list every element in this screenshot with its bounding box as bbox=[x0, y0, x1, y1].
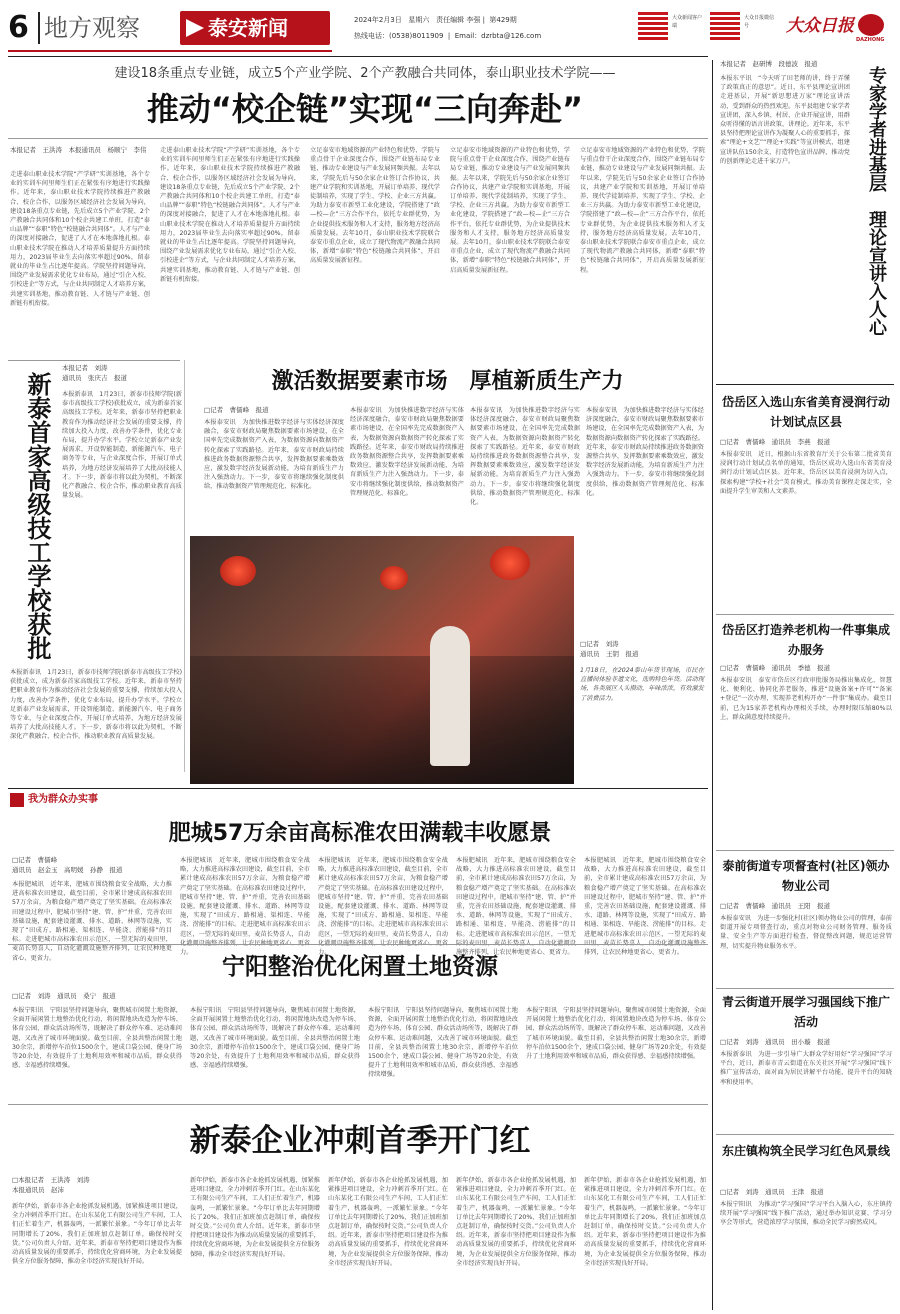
bottom-body-col3: 新年伊始，新泰市各企业抢抓发展机遇，加紧推进项目建设，全力冲刺首季开门红。在山东某化工有限公司生产车间，工人们正忙着生产，机器轰鸣，一派繁忙景象。“今年订单比去年同期增长了20%，我们正加班加点赶制订单，确保按时交货。”公司负责人介绍。近年来，新泰市坚持把项目建设作为推动高质量发展的重要抓手，持续优化营商环境，为企业发展提供全方位服务保障，推动全市经济实现良好开局。 bbox=[328, 1177, 448, 1267]
right-item4-body: 本报新泰讯 为进一步引导广大群众学好用好“学习强国”学习平台，近日，新泰市青云街道在东关社区开展“学习强国”线下推广宣传活动，面对面为居民讲解平台功能，提升平台的知晓率和使用率。 bbox=[720, 1051, 892, 1086]
crowd-silhouette bbox=[190, 656, 574, 784]
lead-body-col2: 走进泰山职业技术学院“产学研”实训基地，各个专业的实训车间里师生们正在紧张有序地进行实践操作。近年来，泰山职业技术学院持续推进产教融合、校企合作，以服务区域经济社会发展为导向，建设18条重点专业链，先后成立5个产业学院、2个产教融合共同体和10个校企共建工单班，打造“泰山品牌”“泰职”特色“校链融合共同体”。人才与产业的深度对接融合，促进了人才在本地落地扎根。泰山职业技术学院在推动人才培养质量提升方面持续用力，2023届毕业生去向落实率超过90%，留泰就业的毕业生占比逐年提高。学院坚持问题导向，围绕产业发展需求优化专业布局，通过“引企入校、引校进企”等方式，与企业共同制定人才培养方案，共建实训基地，推动教育链、人才链与产业链、创新链有机衔接。 bbox=[160, 147, 300, 283]
farm-body-col3: 本报肥城讯 近年来，肥城市围绕粮食安全战略，大力推进高标准农田建设，截至目前，全市累计建成高标准农田57万余亩，为粮食稳产增产奠定了坚实基础。在高标准农田建设过程中，肥城市坚持“建、管、护”并重，完善农田基础设施，配套建设灌溉、排水、道路、林网等设施，实现了“田成方、路相通、渠相连、旱能浇、涝能排”的目标。走进肥城市高标准农田示范区，一望无际的麦田里，麦苗长势喜人，自动 力。 bbox=[318, 857, 448, 957]
lead-byline: 本报记者 王洪涛 本报通讯员 杨顺宁 李伟 bbox=[10, 146, 147, 154]
masthead: 6 地方观察 泰安新闻 2024年2月3日 星期六 责任编辑 李强 | 第429期 热线电话：(0538)8011909 | Email：dzrbta@126.com 大众新闻客户端 大众日报微信号 大众日报 DAZHONG bbox=[8, 8, 892, 54]
banner-flag-icon bbox=[10, 793, 24, 807]
bottom-body-col4: 新年伊始，新泰市各企业抢抓发展机遇，加紧推进项目建设，全力冲刺首季开门红。在山东某化工有限公司生产车间，工人们正忙着生产，机器轰鸣，一派繁忙景象。“今年订单比去年同期增长了20%，我们正加班加点赶制订单，确保按时交货。”公司负责人介绍。近年来，新泰市坚持把项目建设作为推动高质量发展的重要抓手，持续优化营商环境，为企业发展提供全方位服务保障，推动全市经济实现良好开局。 bbox=[456, 1177, 576, 1267]
bottom-headline: 新泰企业冲刺首季开门红 bbox=[189, 1123, 531, 1159]
newspaper-logo: 大众日报 DAZHONG bbox=[786, 16, 885, 43]
new-year-festival-photo bbox=[190, 536, 574, 784]
data-headline: 激活数据要素市场 厚植新质生产力 bbox=[271, 369, 624, 394]
land-byline: □记者 刘涛 通讯员 桑宁 报道 bbox=[12, 992, 116, 1000]
farm-byline: □记者 曹儒峰 通讯员 赵金玉 高明媛 孙静 报道 bbox=[12, 856, 123, 874]
right-item1-headline: 岱岳区入选山东省美育浸润行动计划试点区县 bbox=[721, 395, 890, 429]
col1-body-b: 本报新泰讯 1月23日，新泰市技师学院(新泰市高级技工学校)获批成立，成为新泰首家高级技工学校。近年来，新泰市坚持把职业教育作为推动经济社会发展的重要支撑，持续加大投入力度，改善办学条件，优化专业布局，提升办学水平。学校立足新泰产业发展需求，开设智能制造、新能源汽车、电子商务等专业，与企业深度合作，开展订单式培养，为地方经济发展培养了大批高技能人才。下一步，新泰市将以此为契机，不断深化产教融合、校企合作，推动职业教育高质量发展。 bbox=[10, 669, 182, 741]
lantern-icon bbox=[380, 566, 408, 590]
lead-body-col4: 立足泰安市地域资源的产业特色和优势，学院与重点骨干企业深度合作，围绕产业链布局专业链，推动专业建设与产业发展同频共振。去年以来，学院先后与50余家企业签订合作协议，共建产业学院和实训基地，开展订单培养、现代学徒制培养，实现了学生、学校、企业三方共赢。为助力泰安市新型工业化建设，学院搭建了“政—校—企”三方合作平台，依托专业群优势，为企业提供技术服务和人才支持，服务地方经济高质量发展。去年10月，泰山职业技术学院联合泰安市重点企业，成立了现代物流产教融合共同体，新增“泰职”特色“校链融合共同体”，开启高质量发展新征程。 bbox=[450, 147, 570, 274]
data-byline: □记者 曹儒峰 报道 bbox=[204, 406, 269, 414]
right-item1-body: 本报泰安讯 近日，根据山东省教育厅关于公布第二批省美育浸润行动计划试点名单的通知，岱岳区成功入选山东省美育浸润行动计划试点区县。近年来，岱岳区以美育浸润为切入点，探索构建“学校+社会”美育模式，推动美育课程走深走实，全面提升学生审美和人文素养。 bbox=[720, 451, 892, 495]
photo-byline: □记者 刘涛 通讯员 王钥 报道 bbox=[580, 640, 639, 658]
farm-body-col1: 本报肥城讯 近年来，肥城市围绕粮食安全战略，大力推进高标准农田建设，截至目前，全市累计建成高标准农田57万余亩，为粮食稳产增产奠定了坚实基础。在高标准农田建设过程中，肥城市坚持“建、管、护”并重，完善农田基础设施，配套建设灌溉、排水、道路、林网等设施，实现了“田成方、路相通、渠相连、旱能浇、涝能排”的目标。走进肥城市高标准农田示范区，一望无际的麦田里，麦苗长势喜人，自动化灌溉设施整齐排列，让农民种地更省心、更省力。 bbox=[12, 881, 172, 962]
bottom-body-col5: 新年伊始，新泰市各企业抢抓发展机遇，加紧推进项目建设，全力冲刺首季开门红。在山东某化工有限公司生产车间，工人们正忙着生产，机器轰鸣，一派繁忙景象。“今年订单比去年同期增长了20%，我们正加班加点赶制订单，确保按时交货。”公司负责人介绍。近年来，新泰市坚持把项目建设作为推动高质量发展的重要抓手，持续优化营商环境，为企业发展提供全方位服务保障，推动全市经济实现良好开局。 bbox=[584, 1177, 706, 1267]
subsection-tag: 泰安新闻 bbox=[180, 11, 330, 45]
qr1-label: 大众新闻客户端 bbox=[672, 15, 703, 29]
farm-body-col4: 本报肥城讯 近年来，肥城市围绕粮食安全战略，大力推进高标准农田建设，截至目前，全市累计建成高标准农田57万余亩，为粮食稳产增产奠定了坚实基础。在高标准农田建设过程中，肥城市坚持“建、管、护”并重，完善农田基础设施，配套建设灌溉、排水、道路、林网等设施，实现了“田成方、路相通、渠相连、旱能浇、涝能排”的目标。走进肥城市高标准农田示范区，一望无 施整齐排列，让农民种地更省心、更省力。 bbox=[456, 857, 576, 957]
tag-chevron-icon bbox=[186, 19, 204, 37]
lead-headline: 推动“校企链”实现“三向奔赴” bbox=[146, 90, 584, 128]
email: Email：dzrbta@126.com bbox=[454, 32, 542, 40]
bottom-body-col1: 新年伊始，新泰市各企业抢抓发展机遇，加紧推进项目建设，全力冲刺首季开门红。在山东某化工有限公司生产车间，工人们正忙着生产，机器轰鸣，一派繁忙景象。“今年订单比去年同期增长了20%，我们正加班加点赶制订单，确保按时交货。”公司负责人介绍。近年来，新泰市坚持把项目建设作为推动高质量发展的重要抓手，持续优化营商环境，为企业发展提供全方位服务保障，推动全市经济实现良好开局。 bbox=[12, 1203, 182, 1266]
land-body-col2: 本报宁阳讯 宁阳县坚持问题导向，聚焦城市闲置土地资源，全面开展闲置土地整治优化行动，将闲置地块改造为停车场、体育公园、群众活动场所等，既解决了群众停车难、运动难问题，又改善了城市环境面貌。截至目前，全县共整治闲置土地30余宗，新增停车泊位1500余个，建成口袋公园、健身广场等20余处，有效提升了土地利用效率和城市品质，群众获得感、幸福感持续增强。 bbox=[190, 1007, 360, 1070]
right-item5-headline: 东庄镇构筑全民学习红色风景线 bbox=[721, 1144, 890, 1158]
farm-headline: 肥城57万余亩高标准农田满载丰收愿景 bbox=[168, 821, 552, 846]
qr-code-news-app bbox=[638, 10, 668, 40]
lantern-icon bbox=[490, 546, 530, 580]
right-item3-body: 本报泰安讯 为进一步强化村(社区)领办物业公司的管理，泰前街道开展专项督查行动，重点对物业公司财务管理、服务质量、安全生产等方面进行检查，督促整改问题，规范运营管理，切实提升物业服务水平。 bbox=[720, 915, 892, 950]
qr2-label: 大众日报微信号 bbox=[744, 15, 775, 29]
right-item1-byline: □记者 曹儒峰 通讯员 李燕 报道 bbox=[720, 438, 831, 446]
issue-weekday: 星期六 bbox=[408, 16, 430, 24]
land-body-col3: 本报宁阳讯 宁阳县坚持问题导向，聚焦城市闲置土地资源，全面开展闲置土地整治优化行动，将闲置地块改造为停车场、体育公园、群众活动场所等，既解决了群众停车难、运动难问题，又改善了城市环境面貌。截至目前，全县共整治闲置土地30余宗，新增停车泊位1500余个，建成口袋公园、健身广场等20余处，有效提升了土地利用效率和城市品质，群众获得感、幸福感持续增强。 bbox=[368, 1007, 518, 1079]
lead-body-col1: 走进泰山职业技术学院“产学研”实训基地，各个专业的实训车间里师生们正在紧张有序地进行实践操作。近年来，泰山职业技术学院持续推进产教融合、校企合作，以服务区域经济社会发展为导向，建设18条重点专业链，先后成立5个产业学院、2个产教融合共同体和10个校企共建工单班，打造“泰山品牌”“泰职”特色“校链融合共同体”。人才与产业的深度对接融合，促进了人才在本地落地扎根。泰山职业技术学院在推动人才培养质量提升方面持续用力，2023届毕业生去向落实率超过90%，留泰就业的毕业生占比逐年提高。学院坚持问题导向，围绕产业发展需求优化专业布局，通过“引企入校、引校进企”等方式，与企业共同制定人才培养方案，共建实训基地，推动教育链、人才链与产业链、创新链有机衔接。 bbox=[10, 171, 150, 307]
qr-code-wechat bbox=[710, 10, 740, 40]
right-item4-byline: □记者 刘涛 通讯员 田小璇 报道 bbox=[720, 1038, 831, 1046]
farm-body-col2: 本报肥城讯 近年来，肥城市围绕粮食安全战略，大力推进高标准农田建设，截至目前，全市累计建成高标准农田57万余亩，为粮食稳产增产奠定了坚实基础。在高标准农田建设过程中，肥城市坚持“建、管、护”并重，完善农田基础设施，配套建设灌溉、排水、道路、林网等设施，实现了“田成方、路相通、渠相连、旱能浇、涝能排”的目标。走进肥城市高标准农田示范区，一望无际的麦田里，麦苗长势喜人，自动 力。 bbox=[180, 857, 310, 957]
right-item2-body: 本报泰安讯 泰安市岱岳区行政审批服务局推出集成化、智慧化、便利化、协同化养老服务，推进“设施备案+许可”“备案+登记”一次办理，实现养老机构开办“一件事”集成办。截至目前，已为15家养老机构办理相关手续，办理时限压缩80%以上，群众满意度持续提升。 bbox=[720, 677, 892, 721]
col1-headline: 新泰首家高级技工学校获批 bbox=[23, 372, 51, 660]
lantern-icon bbox=[220, 556, 256, 586]
page-number: 6 bbox=[8, 10, 29, 45]
side-top-body: 本报东平讯 “今天听了田老师的讲，终于弄懂了政策真正的意思”。近日，东平县理论宣讲团走进基层，开展“新思想进万家”理论宣讲活动，受到群众的热烈欢迎。东平县组建专家学者宣讲团，深入乡镇、村居、企业开展宣讲，用群众听得懂的语言讲政策、讲理论。近年来，东平县坚持把理论宣讲作为凝聚人心的重要抓手，探索“理论+文艺”“理论+实践”等宣讲模式，组建宣讲队伍150余支，打造特色宣讲品牌，推动党的创新理论走进千家万户。 bbox=[720, 75, 850, 165]
editor-name: 李强 bbox=[466, 16, 481, 24]
right-item5-byline: □记者 刘涛 通讯员 王津 报道 bbox=[720, 1188, 824, 1196]
side-top-byline: 本报记者 赵研博 段德波 报道 bbox=[720, 60, 818, 68]
data-body-col1: 本报泰安讯 为加快推进数字经济与实体经济深度融合，泰安市财政局聚焦数据要素市场建设，在全国率先完成数据资产入表，为数据资源向数据资产转化探索了实践路径。近年来，泰安市财政局持续推进政务数据资源整合共享，发挥数据要素乘数效应，激发数字经济发展新动能，为培育新质生产力注入强劲动力。下一步，泰安市将继续强化制度供给，推动数据资产管理规范化、标准化。 bbox=[204, 419, 344, 491]
issue-number: 第429期 bbox=[489, 16, 517, 24]
bottom-byline: □本报记者 王洪涛 刘涛 本报通讯员 赵沛 bbox=[12, 1176, 90, 1194]
col1-body-a: 本报新泰讯 1月23日，新泰市技师学院(新泰市高级技工学校)获批成立，成为新泰首家高级技工学校。近年来，新泰市坚持把职业教育作为推动经济社会发展的重要支撑，持续加大投入力度，改善办学条件，优化专业布局，提升办学水平。学校立足新泰产业发展需求，开设智能制造、新能源汽车、电子商务等专业，与企业深度合作，开展订单式培养，为地方经济发展培养了大批高技能人才。下一步，新泰市将以此为契机，不断深化产教融合、校企合作，推动职业教育高质量发展。 bbox=[62, 391, 182, 500]
data-body-col4: 本报泰安讯 为加快推进数字经济与实体经济深度融合，泰安市财政局聚焦数据要素市场建设，在全国率先完成数据资产入表，为数据资源向数据资产转化探索了实践路径。近年来，泰安市财政局持续推进政务数据资源整合共享，发挥数据要素乘数效应，激发数字经济发展新动能，为培育新质生产力注入强劲动力。下一步，泰安市将继续强化制度供给，推动数据资产管理规范化、标准化。 bbox=[586, 407, 704, 497]
section-name: 地方观察 bbox=[44, 14, 140, 42]
data-body-col3: 本报泰安讯 为加快推进数字经济与实体经济深度融合，泰安市财政局聚焦数据要素市场建设，在全国率先完成数据资产入表，为数据资源向数据资产转化探索了实践路径。近年来，泰安市财政局持续推进政务数据资源整合共享，发挥数据要素乘数效应，激发数字经济发展新动能，为培育新质生产力注入强劲动力。下一步，泰安市将继续强化制度供给，推动数据资产管理规范化、标准化。 bbox=[470, 407, 580, 507]
land-body-col4: 本报宁阳讯 宁阳县坚持问题导向，聚焦城市闲置土地资源，全面开展闲置土地整治优化行动，将闲置地块改造为停车场、体育公园、群众活动场所等，既解决了群众停车难、运动难问题，又改善了城市环境面貌。截至目前，全县共整治闲置土地30余宗，新增停车泊位1500余个，建成口袋公园、健身广场等20余处，有效提升了土地利用效率和城市品质，群众获得感、幸福感持续增强。 bbox=[526, 1007, 706, 1061]
data-body-col2: 本报泰安讯 为加快推进数字经济与实体经济深度融合，泰安市财政局聚焦数据要素市场建设，在全国率先完成数据资产入表，为数据资源向数据资产转化探索了实践路径。近年来，泰安市财政局持续推进政务数据资源整合共享，发挥数据要素乘数效应，激发数字经济发展新动能，为培育新质生产力注入强劲动力。下一步，泰安市将继续强化制度供给，推动数据资产管理规范化、标准化。 bbox=[350, 407, 464, 497]
performer-figure bbox=[430, 626, 470, 766]
editor-label: 责任编辑 bbox=[436, 16, 465, 24]
right-item4-headline: 青云街道开展学习强国线下推广活动 bbox=[721, 995, 890, 1029]
lead-body-col5: 立足泰安市地域资源的产业特色和优势，学院与重点骨干企业深度合作，围绕产业链布局专业链，推动专业建设与产业发展同频共振。去年以来，学院先后与50余家企业签订合作协议，共建产业学院和实训基地，开展订单培养、现代学徒制培养，实现了学生、学校、企业三方共赢。为助力泰安市新型工业化建设，学院搭建了“政—校—企”三方合作平台，依托专业群优势，为企业提供技术服务和人才支持，服务地方经济高质量发展。去年10月，泰山职业技术学院联合泰安市重点企业，成立了现代物流产教融合共同体，新增“泰职”特色“校链融合共同体”，开启高质量发展新征程。 bbox=[580, 147, 705, 274]
service-banner: 我为群众办实事 bbox=[10, 792, 130, 808]
right-item2-byline: □记者 曹儒峰 通讯员 季德 报道 bbox=[720, 664, 831, 672]
lead-body-col3: 立足泰安市地域资源的产业特色和优势，学院与重点骨干企业深度合作，围绕产业链布局专业链，推动专业建设与产业发展同频共振。去年以来，学院先后与50余家企业签订合作协议，共建产业学院和实训基地，开展订单培养、现代学徒制培养，实现了学生、学校、企业三方共赢。为助力泰安市新型工业化建设，学院搭建了“政—校—企”三方合作平台，依托专业群优势，为企业提供技术服务和人才支持，服务地方经济高质量发展。去年10月，泰山职业技术学院联合泰安市重点企业，成立了现代物流产教融合共同体，新增“泰职”特色“校链融合共同体”，开启高质量发展新征程。 bbox=[310, 147, 440, 265]
col1-byline: 本报记者 刘涛 通讯员 张庆吉 报道 bbox=[62, 364, 127, 382]
issue-date: 2024年2月3日 bbox=[354, 16, 402, 24]
hotline: 热线电话：(0538)8011909 bbox=[354, 32, 444, 40]
right-item5-body: 本报宁阳讯 为推动“学习强国”学习平台入脑入心，东庄镇持续开展“学习强国”线下推广活动，通过举办知识竞赛、学习分享会等形式，营造浓厚学习氛围，推动全民学习蔚然成风。 bbox=[720, 1201, 892, 1227]
photo-caption: 1月18日，在2024泰山年货节现场，市民在直播间体验非遗文化，选购特色年货。活动现场，各类展区人头攒动，年味浓浓，有效激发了消费活力。 bbox=[580, 667, 704, 702]
side-top-headline: 专家学者进基层 理论宣讲入人心 bbox=[866, 66, 887, 336]
land-headline: 宁阳整治优化闲置土地资源 bbox=[222, 954, 498, 980]
logo-emblem-icon bbox=[858, 14, 884, 36]
right-item3-headline: 泰前街道专项督查村(社区)领办物业公司 bbox=[722, 859, 890, 893]
land-body-col1: 本报宁阳讯 宁阳县坚持问题导向，聚焦城市闲置土地资源，全面开展闲置土地整治优化行动，将闲置地块改造为停车场、体育公园、群众活动场所等，既解决了群众停车难、运动难问题，又改善了城市环境面貌。截至目前，全县共整治闲置土地30余宗，新增停车泊位1500余个，建成口袋公园、健身广场等20余处，有效提升了土地利用效率和城市品质，群众获得感、幸福感持续增强。 bbox=[12, 1007, 182, 1070]
bottom-body-col2: 新年伊始，新泰市各企业抢抓发展机遇，加紧推进项目建设，全力冲刺首季开门红。在山东某化工有限公司生产车间，工人们正忙着生产，机器轰鸣，一派繁忙景象。“今年订单比去年同期增长了20%，我们正加班加点赶制订单，确保按时交货。”公司负责人介绍。近年来，新泰市坚持把项目建设作为推动高质量发展的重要抓手，持续优化营商环境，为企业发展提供全方位服务保障，推动全市经济实现良好开局。 bbox=[190, 1177, 320, 1258]
right-item2-headline: 岱岳区打造养老机构一件事集成办服务 bbox=[721, 623, 890, 657]
farm-body-col5: 本报肥城讯 近年来，肥城市围绕粮食安全战略，大力推进高标准农田建设，截至目前，全市累计建成高标准农田57万余亩，为粮食稳产增产奠定了坚实基础。在高标准农田建设过程中，肥城市坚持“建、管、护”并重，完善农田基础设施，配套建设灌溉、排水、道路、林网等设施，实现了“田成方、路相通、渠相连、旱能浇、涝能排”的目标。走进肥城市高标准农田示范区，一望无际的麦 排列，让农民种地更省心、更省力。 bbox=[584, 857, 706, 957]
lead-kicker: 建设18条重点专业链，成立5个产业学院、2个产教融合共同体，泰山职业技术学院—— bbox=[114, 66, 616, 81]
right-item3-byline: □记者 曹儒峰 通讯员 王阳 报道 bbox=[720, 902, 831, 910]
